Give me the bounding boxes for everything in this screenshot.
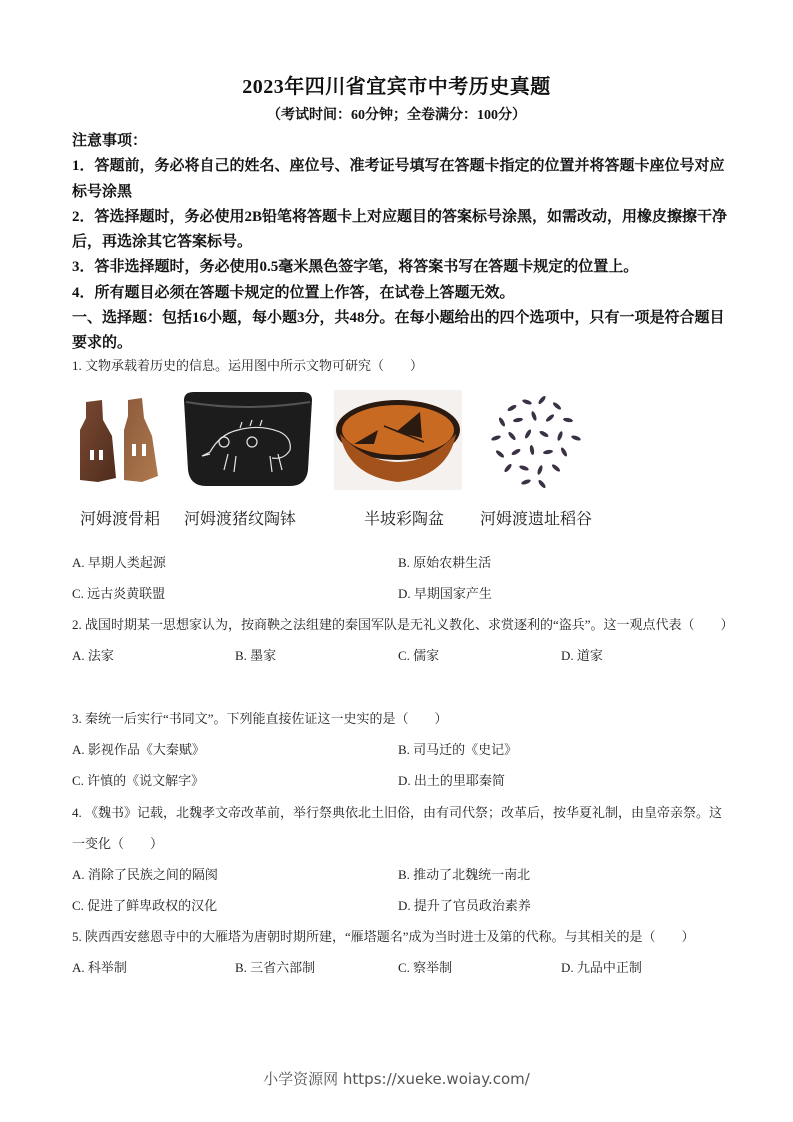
option-b[interactable]: B. 三省六部制	[235, 960, 316, 975]
question-stem: 3. 秦统一后实行“书同文”。下列能直接佐证这一史实的是（ ）	[72, 711, 448, 726]
instruction-item: 4．所有题目必须在答题卡规定的位置上作答，在试卷上答题无效。	[72, 284, 515, 301]
option-b[interactable]: B. 墨家	[235, 648, 277, 663]
figure-caption: 河姆渡猪纹陶钵	[184, 509, 297, 528]
figure-caption: 河姆渡遗址稻谷	[480, 509, 593, 528]
instruction-item: 3．答非选择题时，务必使用0.5毫米黑色签字笔，将答案书写在答题卡规定的位置上。	[72, 259, 639, 276]
option-a[interactable]: A. 影视作品《大秦赋》	[72, 742, 205, 757]
option-d[interactable]: D. 九品中正制	[561, 960, 642, 975]
painted-pottery-basin-image	[334, 390, 462, 490]
option-a[interactable]: A. 早期人类起源	[72, 555, 166, 570]
figure-pig-pottery-bowl	[180, 390, 315, 528]
figure-painted-basin	[334, 390, 462, 528]
figure-caption: 河姆渡骨耜	[80, 509, 161, 528]
bone-spade-image	[72, 390, 162, 490]
question-stem: 4. 《魏书》记载，北魏孝文帝改革前，举行祭典依北土旧俗，由有司代祭；改革后，按华夏礼制，由皇帝亲祭。这一变化（ ）	[72, 805, 723, 851]
question-stem: 5. 陕西西安慈恩寺中的大雁塔为唐朝时期所建，“雁塔题名”成为当时进士及第的代称。与其相关的是（ ）	[72, 929, 695, 944]
question-4	[72, 797, 732, 921]
option-d[interactable]: D. 提升了官员政治素养	[398, 898, 531, 913]
instructions	[72, 129, 732, 357]
question-1	[72, 350, 732, 381]
artifact-figures	[72, 390, 632, 535]
question-2	[72, 609, 732, 671]
figure-caption: 半坡彩陶盆	[364, 509, 445, 528]
option-c[interactable]: C. 察举制	[398, 960, 453, 975]
option-a[interactable]: A. 法家	[72, 648, 114, 663]
instructions-heading: 注意事项：	[72, 133, 148, 149]
pig-pattern-pottery-bowl-image	[180, 390, 315, 490]
question-5	[72, 921, 732, 983]
exam-title: 2023年四川省宜宾市中考历史真题	[242, 76, 551, 98]
section-heading: 一、选择题：包括16小题，每小题3分，共48分。在每小题给出的四个选项中，只有一项是符合题目要求的。	[72, 310, 725, 352]
figure-bone-spade	[72, 390, 162, 528]
footer-watermark: 小学资源网 https://xueke.woiay.com/	[263, 1070, 530, 1088]
option-b[interactable]: B. 原始农耕生活	[398, 555, 492, 570]
question-1-options	[72, 547, 732, 609]
option-c[interactable]: C. 儒家	[398, 648, 440, 663]
instruction-item: 2．答选择题时，务必使用2B铅笔将答题卡上对应题目的答案标号涂黑，如需改动，用橡皮擦擦干净后，再选涂其它答案标号。	[72, 208, 728, 251]
option-d[interactable]: D. 道家	[561, 648, 603, 663]
option-c[interactable]: C. 远古炎黄联盟	[72, 586, 166, 601]
option-a[interactable]: A. 科举制	[72, 960, 127, 975]
option-c[interactable]: C. 促进了鲜卑政权的汉化	[72, 898, 218, 913]
figure-rice-grains	[480, 390, 593, 528]
option-d[interactable]: D. 早期国家产生	[398, 586, 492, 601]
option-d[interactable]: D. 出土的里耶秦简	[398, 773, 505, 788]
rice-grains-image	[482, 390, 592, 490]
question-3	[72, 703, 732, 796]
question-stem: 1. 文物承载着历史的信息。运用图中所示文物可研究（ ）	[72, 358, 424, 373]
option-a[interactable]: A. 消除了民族之间的隔阂	[72, 867, 218, 882]
option-b[interactable]: B. 推动了北魏统一南北	[398, 867, 531, 882]
instruction-item: 1．答题前，务必将自己的姓名、座位号、准考证号填写在答题卡指定的位置并将答题卡座位号对应标号涂黑	[72, 158, 725, 200]
question-stem: 2. 战国时期某一思想家认为，按商鞅之法组建的秦国军队是无礼义教化、求赏逐利的“盗兵”。这一观点代表（ ）	[72, 617, 734, 632]
option-c[interactable]: C. 许慎的《说文解字》	[72, 773, 205, 788]
option-b[interactable]: B. 司马迁的《史记》	[398, 742, 518, 757]
exam-subtitle: （考试时间：60分钟；全卷满分：100分）	[267, 108, 526, 123]
